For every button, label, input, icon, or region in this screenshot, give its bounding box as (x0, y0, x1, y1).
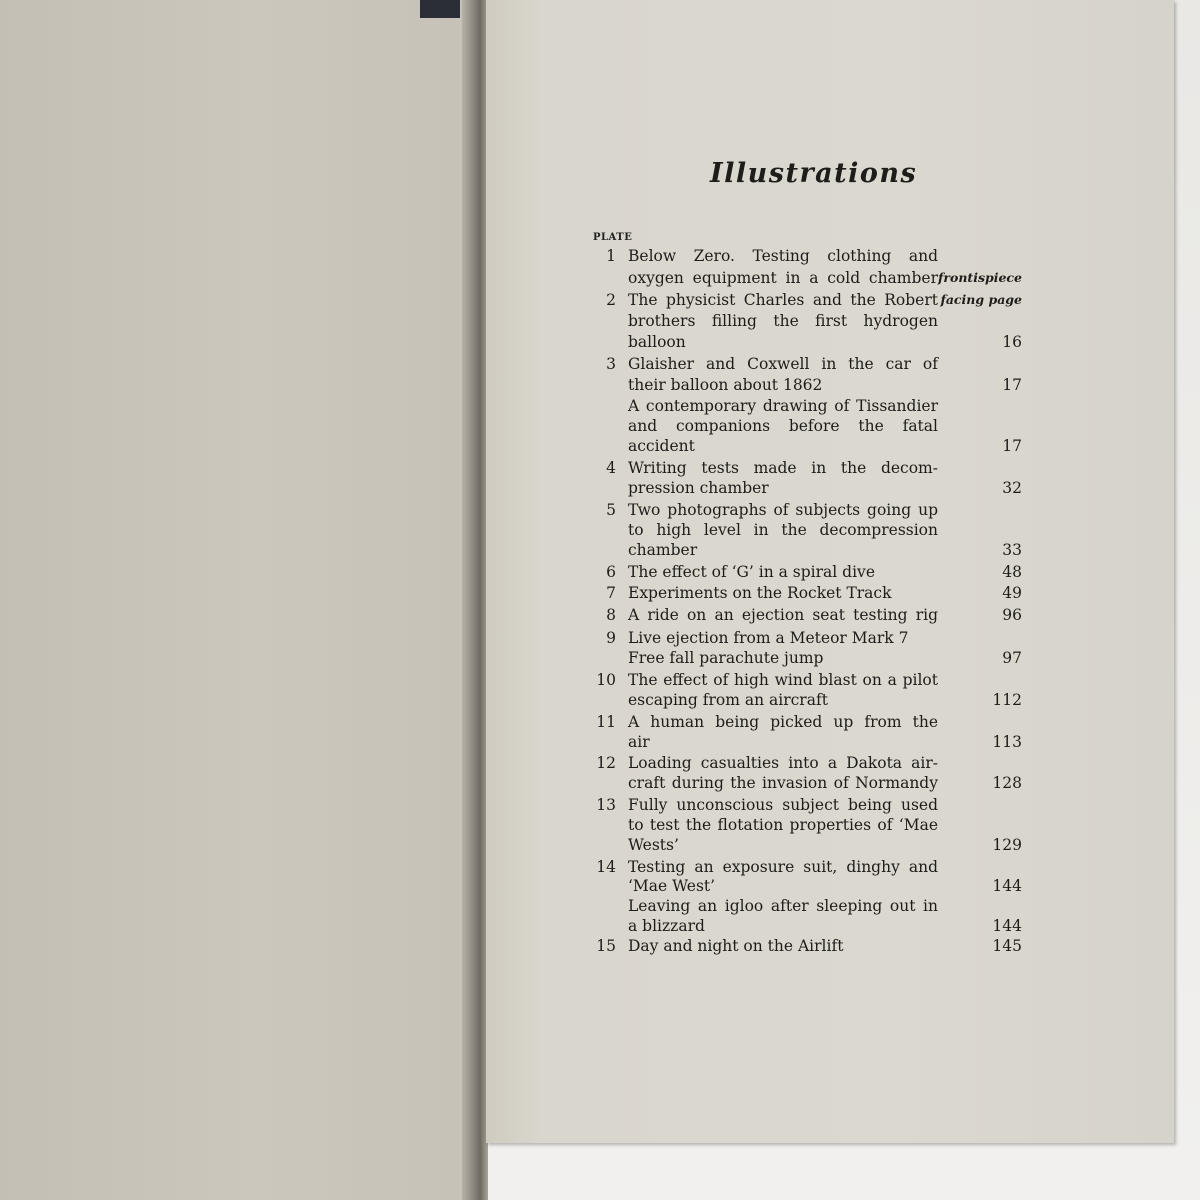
book-cover-edge (420, 0, 460, 18)
plate-number: 11 (596, 713, 616, 731)
illustration-caption: balloon (628, 333, 686, 351)
illustration-line (586, 648, 1026, 668)
illustration-caption: oxygen equipment in a cold chamber (628, 269, 938, 287)
illustration-line (586, 290, 1026, 310)
illustration-caption: chamber (628, 541, 698, 559)
page-reference: 144 (992, 917, 1022, 935)
illustration-caption: The effect of high wind blast on a pilot (628, 671, 938, 689)
illustration-line (586, 354, 1026, 374)
illustration-line (586, 436, 1026, 456)
illustration-caption: Free fall parachute jump (628, 649, 824, 667)
illustration-caption: Testing an exposure suit, dinghy and (628, 858, 938, 876)
illustration-line (586, 562, 1026, 582)
illustration-caption: Experiments on the Rocket Track (628, 584, 892, 602)
page-reference: 145 (992, 937, 1022, 955)
illustration-caption: Loading casualties into a Dakota air- (628, 754, 938, 772)
illustration-caption: ‘Mae West’ (628, 877, 716, 895)
illustration-line (586, 375, 1026, 395)
page-reference: 112 (992, 691, 1022, 709)
illustration-line (586, 520, 1026, 540)
illustration-caption: air (628, 733, 650, 751)
plate-number: 14 (596, 858, 616, 876)
illustration-line (586, 815, 1026, 835)
illustration-caption: to high level in the decompression (628, 521, 938, 539)
plate-number: 3 (606, 355, 616, 373)
illustration-caption: Wests’ (628, 836, 679, 854)
page-reference: 97 (1002, 649, 1022, 667)
illustration-caption: Below Zero. Testing clothing and (628, 247, 938, 265)
page-reference: 32 (1002, 479, 1022, 497)
illustration-caption: a blizzard (628, 917, 705, 935)
illustration-line (586, 753, 1026, 773)
plate-number: 6 (606, 563, 616, 581)
page-reference: 17 (1002, 376, 1022, 394)
illustration-caption: brothers filling the first hydrogen (628, 312, 938, 330)
illustration-caption: Writing tests made in the decom- (628, 459, 938, 477)
page-title: Illustrations (710, 158, 918, 189)
illustration-caption: and companions before the fatal (628, 417, 938, 435)
illustration-caption: The effect of ‘G’ in a spiral dive (628, 563, 875, 581)
illustration-line (586, 246, 1026, 266)
illustration-line (586, 712, 1026, 732)
page-reference: 96 (1002, 606, 1022, 624)
illustration-line (586, 857, 1026, 877)
illustration-caption: accident (628, 437, 695, 455)
illustration-caption: A human being picked up from the (628, 713, 938, 731)
illustration-line (586, 690, 1026, 710)
illustration-caption: Leaving an igloo after sleeping out in (628, 897, 938, 915)
illustration-line (586, 732, 1026, 752)
illustration-line (586, 773, 1026, 793)
illustration-line (586, 835, 1026, 855)
page-reference: 144 (992, 877, 1022, 895)
illustration-caption: Day and night on the Airlift (628, 937, 844, 955)
illustration-caption: Live ejection from a Meteor Mark 7 (628, 629, 909, 647)
left-page (0, 0, 465, 1200)
book-gutter (462, 0, 488, 1200)
illustration-caption: A contemporary drawing of Tissandier (628, 397, 938, 415)
page-reference: 113 (992, 733, 1022, 751)
illustration-line (586, 416, 1026, 436)
plate-number: 2 (606, 291, 616, 309)
page-reference: facing page (940, 292, 1022, 307)
illustration-caption: Fully unconscious subject being used (628, 796, 938, 814)
plate-number: 15 (596, 937, 616, 955)
illustration-caption: Two photographs of subjects going up (628, 501, 938, 519)
plate-number: 10 (596, 671, 616, 689)
illustration-line (586, 628, 1026, 648)
page-reference: 128 (992, 774, 1022, 792)
illustration-line (586, 583, 1026, 603)
page-reference: frontispiece (938, 270, 1022, 285)
page-reference: 49 (1002, 584, 1022, 602)
illustration-caption: to test the flotation properties of ‘Mae (628, 816, 938, 834)
illustration-caption: escaping from an aircraft (628, 691, 828, 709)
illustration-line (586, 896, 1026, 916)
illustration-caption: The physicist Charles and the Robert (628, 291, 938, 309)
illustration-line (586, 478, 1026, 498)
illustration-line (586, 458, 1026, 478)
plate-number: 13 (596, 796, 616, 814)
illustration-caption: A ride on an ejection seat testing rig (628, 606, 938, 624)
illustration-caption: Glaisher and Coxwell in the car of (628, 355, 938, 373)
illustration-caption: pression chamber (628, 479, 769, 497)
illustration-line (586, 396, 1026, 416)
page-reference: 33 (1002, 541, 1022, 559)
illustration-line (586, 332, 1026, 352)
illustration-line (586, 936, 1026, 956)
illustration-line (586, 876, 1026, 896)
page-reference: 48 (1002, 563, 1022, 581)
illustration-line (586, 795, 1026, 815)
illustration-line (586, 916, 1026, 936)
plate-number: 8 (606, 606, 616, 624)
illustration-line (586, 605, 1026, 625)
illustration-line (586, 268, 1026, 288)
page-reference: 129 (992, 836, 1022, 854)
plate-number: 1 (606, 247, 616, 265)
plate-number: 4 (606, 459, 616, 477)
illustration-line (586, 670, 1026, 690)
plate-number: 12 (596, 754, 616, 772)
plate-number: 9 (606, 629, 616, 647)
illustration-line (586, 500, 1026, 520)
illustration-caption: craft during the invasion of Normandy (628, 774, 938, 792)
plate-number: 7 (606, 584, 616, 602)
plate-number: 5 (606, 501, 616, 519)
illustration-caption: their balloon about 1862 (628, 376, 823, 394)
illustration-line (586, 540, 1026, 560)
page-reference: 16 (1002, 333, 1022, 351)
illustration-line (586, 311, 1026, 331)
plate-column-header: PLATE (593, 232, 633, 243)
page-reference: 17 (1002, 437, 1022, 455)
